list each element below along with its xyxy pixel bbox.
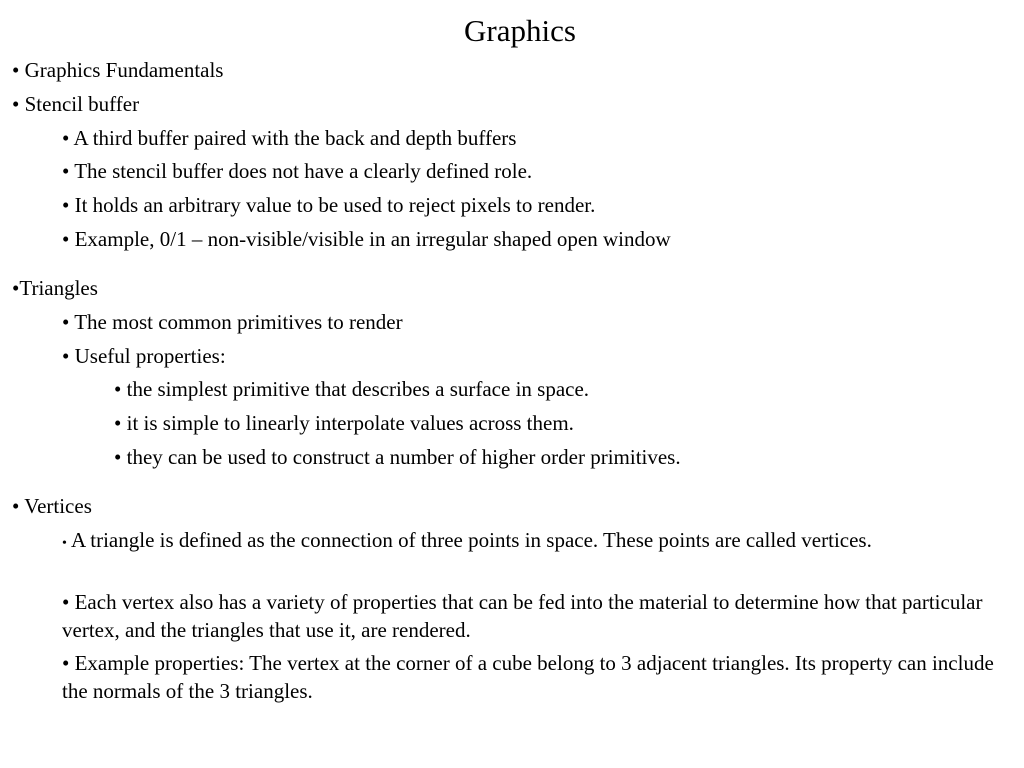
- bullet-vertices: [12, 492, 92, 520]
- bullet-text: the simplest primitive that describes a surface in space.: [126, 377, 590, 401]
- bullet-glyph: •: [12, 494, 20, 518]
- bullet-text: Triangles: [19, 276, 98, 300]
- bullet-glyph: •: [62, 310, 70, 334]
- bullet-text: Useful properties:: [74, 344, 226, 368]
- bullet-text: The most common primitives to render: [74, 310, 403, 334]
- bullet-text: The stencil buffer does not have a clearly defined role.: [74, 159, 533, 183]
- vertices-item-1: [62, 526, 1002, 558]
- bullet-glyph: •: [12, 276, 20, 300]
- bullet-glyph: •: [114, 411, 122, 435]
- bullet-glyph: •: [62, 651, 70, 675]
- bullet-text: Example properties: The vertex at the corner of a cube belong to 3 adjacent triangles. Its property can include the normals of the 3 triangles.: [62, 651, 994, 703]
- bullet-glyph: •: [114, 445, 122, 469]
- bullet-text: A third buffer paired with the back and depth buffers: [73, 126, 517, 150]
- bullet-text: A triangle is defined as the connection of three points in space. These points are called vertices.: [71, 528, 872, 552]
- bullet-graphics-fundamentals: [12, 56, 223, 84]
- triangles-property-1: [114, 375, 589, 403]
- bullet-glyph: •: [12, 58, 20, 82]
- bullet-text: Graphics Fundamentals: [24, 58, 224, 82]
- vertices-item-3: [62, 649, 1002, 705]
- vertices-item-2: [62, 588, 1002, 644]
- triangles-item-1: [62, 308, 403, 336]
- bullet-text: they can be used to construct a number of higher order primitives.: [126, 445, 681, 469]
- bullet-glyph: •: [62, 590, 70, 614]
- bullet-glyph: •: [114, 377, 122, 401]
- triangles-property-3: [114, 443, 681, 471]
- bullet-glyph: •: [62, 344, 70, 368]
- slide-title: Graphics: [464, 13, 576, 48]
- stencil-item-4: [62, 225, 671, 253]
- bullet-glyph: •: [12, 92, 20, 116]
- bullet-glyph: •: [62, 159, 70, 183]
- stencil-item-1: [62, 124, 516, 152]
- bullet-stencil-buffer: [12, 90, 139, 118]
- bullet-text: It holds an arbitrary value to be used to reject pixels to render.: [74, 193, 596, 217]
- bullet-glyph: •: [62, 227, 70, 251]
- bullet-text: Example, 0/1 – non-visible/visible in an irregular shaped open window: [74, 227, 671, 251]
- bullet-text: Each vertex also has a variety of properties that can be fed into the material to determine how that particular vertex, and the triangles that use it, are rendered.: [62, 590, 983, 642]
- triangles-property-2: [114, 409, 574, 437]
- bullet-text: Vertices: [24, 494, 92, 518]
- bullet-triangles: [12, 274, 98, 302]
- bullet-text: it is simple to linearly interpolate values across them.: [126, 411, 574, 435]
- stencil-item-2: [62, 157, 532, 185]
- bullet-glyph: •: [62, 536, 67, 551]
- bullet-text: Stencil buffer: [24, 92, 140, 116]
- triangles-item-2: [62, 342, 226, 370]
- stencil-item-3: [62, 191, 595, 219]
- bullet-glyph: •: [62, 126, 70, 150]
- bullet-glyph: •: [62, 193, 70, 217]
